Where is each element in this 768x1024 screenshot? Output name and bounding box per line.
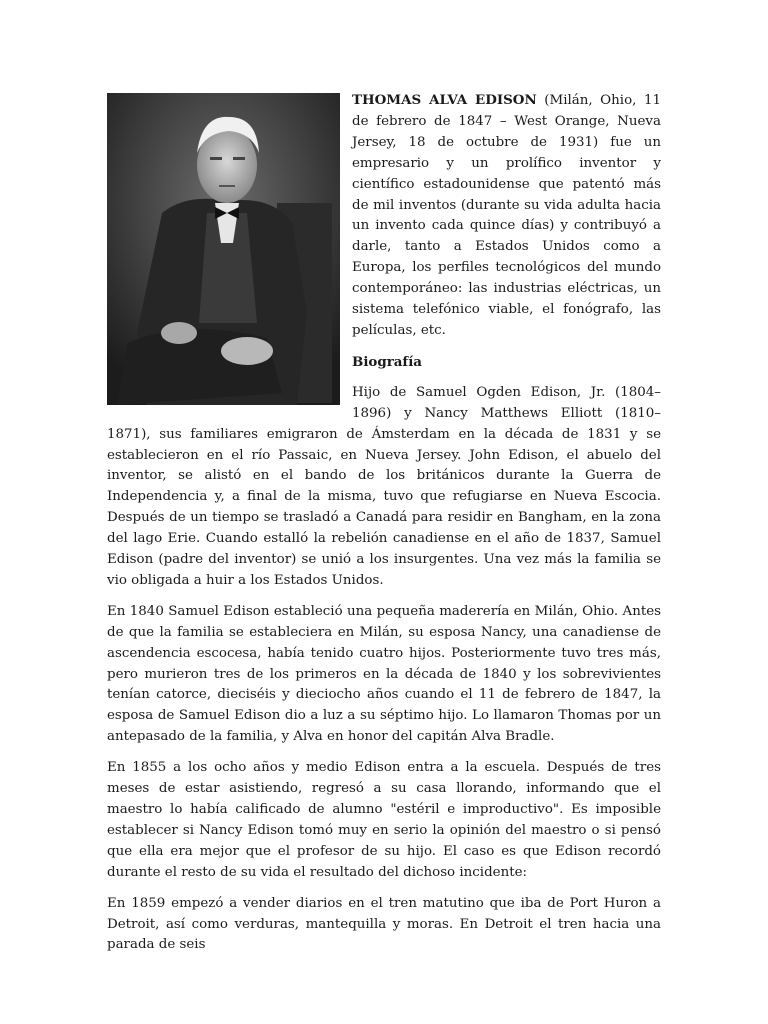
paragraph-4: En 1859 empezó a vender diarios en el tren matutino que iba de Port Huron a Detroit, así como verduras, mantequilla y moras. En Detroit el tren hacia una parada de seis [107, 895, 661, 953]
section-heading-biografia: Biografía [352, 353, 422, 370]
paragraph-3: En 1855 a los ocho años y medio Edison entra a la escuela. Después de tres meses de estar asistiendo, regresó a su casa llorando, informando que el maestro lo había calificado de alumno "estéril e improductivo". Es imposible establecer si Nancy Edison tomó muy en serio la opinión del maestro o si pensó que ella era mejor que el profesor de su hijo. El caso es que Edison recordó durante el resto de su vida el resultado del dichoso incidente: [107, 760, 661, 880]
paragraph-2: En 1840 Samuel Edison estableció una pequeña maderería en Milán, Ohio. Antes de que la familia se estableciera en Milán, su esposa Nancy, una canadiense de ascendencia escocesa, había tenido cuatro hijos. Posteriormente tuvo tres más, pero murieron tres de los primeros en la década de 1840 y los sobrevivientes tenían catorce, dieciséis y dieciocho años cuando el 11 de febrero de 1847, la esposa de Samuel Edison dio a luz a su séptimo hijo. Lo llamaron Thomas por un antepasado de la familia, y Alva en honor del capitán Alva Bradle. [107, 603, 661, 745]
portrait-image [107, 93, 340, 405]
lead-text: (Milán, Ohio, 11 de febrero de 1847 – West Orange, Nueva Jersey, 18 de octubre de 1931) fue un empresario y un prolífico inventor y científico estadounidense que patentó más de mil inventos (durante su vida adulta hacia un invento cada quince días) y contribuyó a darle, tanto a Estados Unidos como a Europa, los perfiles tecnológicos del mundo contemporáneo: las industrias eléctricas, un sistema telefónico viable, el fonógrafo, las películas, etc. [352, 93, 661, 338]
lead-name: THOMAS ALVA EDISON [352, 92, 537, 108]
portrait-photo [107, 93, 340, 405]
document-page [107, 90, 661, 966]
lead-paragraph [107, 90, 661, 342]
paragraph-1: Hijo de Samuel Ogden Edison, Jr. (1804–1896) y Nancy Matthews Elliott (1810–1871), sus familiares emigraron de Ámsterdam en la década de 1831 y se establecieron en el río Passaic, en Nueva Jersey. John Edison, el abuelo del inventor, se alistó en el bando de los británicos durante la Guerra de Independencia y, a final de la misma, tuvo que refugiarse en Nueva Escocia. Después de un tiempo se trasladó a Canadá para residir en Bangham, en la zona del lago Erie. Cuando estalló la rebelión canadiense en el año de 1837, Samuel Edison (padre del inventor) se unió a los insurgentes. Una vez más la familia se vio obligada a huir a los Estados Unidos. [107, 384, 661, 588]
